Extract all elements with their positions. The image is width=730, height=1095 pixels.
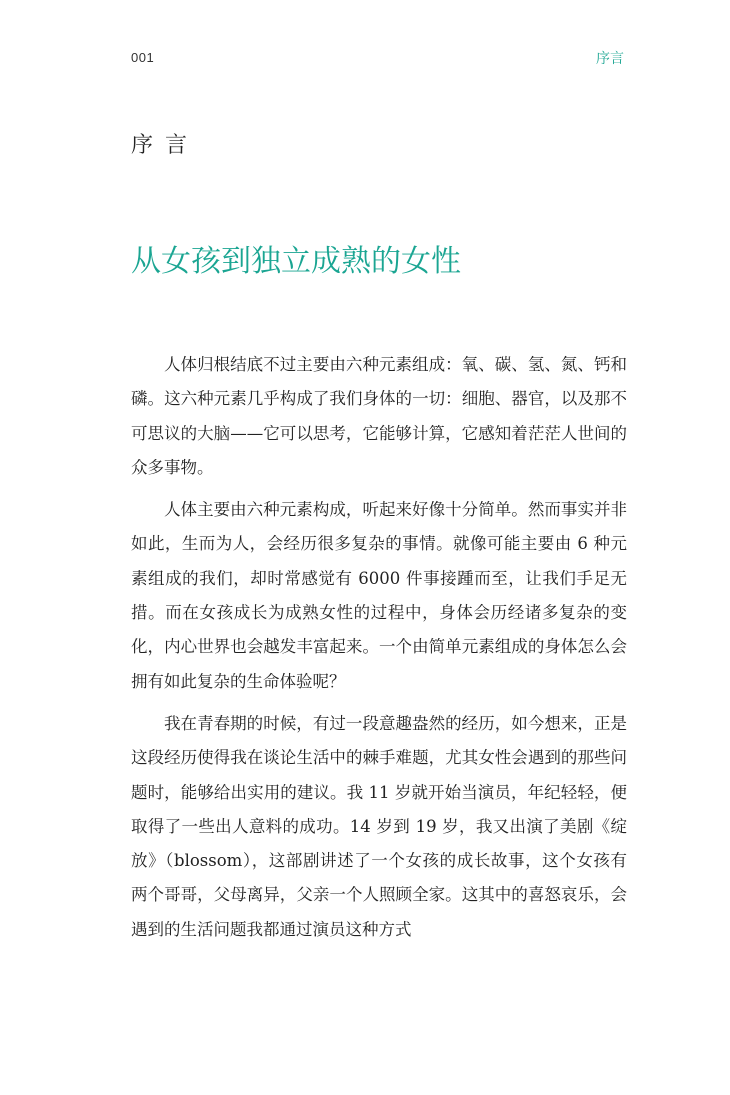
running-head: 序言 xyxy=(596,51,624,67)
body-text xyxy=(131,348,627,955)
paragraph: 人体主要由六种元素构成，听起来好像十分简单。然而事实并非如此，生而为人，会经历很多复杂的事情。就像可能主要由 6 种元素组成的我们，却时常感觉有 6000 件事接踵而至，让我们手足无措。而在女孩成长为成熟女性的过程中，身体会历经诸多复杂的变化，内心世界也会越发丰富起来。一个由简单元素组成的身体怎么会拥有如此复杂的生命体验呢？ xyxy=(131,500,627,691)
page-number: 001 xyxy=(131,50,155,65)
paragraph: 我在青春期的时候，有过一段意趣盎然的经历，如今想来，正是这段经历使得我在谈论生活中的棘手难题，尤其女性会遇到的那些问题时，能够给出实用的建议。我 11 岁就开始当演员，年纪轻轻，便取得了一些出人意料的成功。14 岁到 19 岁，我又出演了美剧《绽放》（blossom），这部剧讲述了一个女孩的成长故事，这个女孩有两个哥哥，父母离异，父亲一个人照顾全家。这其中的喜怒哀乐，会遇到的生活问题我都通过演员这种方式 xyxy=(131,713,627,939)
chapter-label: 序言 xyxy=(131,133,200,158)
chapter-title: 从女孩到独立成熟的女性 xyxy=(131,244,461,279)
paragraph: 人体归根结底不过主要由六种元素组成：氧、碳、氢、氮、钙和磷。这六种元素几乎构成了我们身体的一切：细胞、器官，以及那不可思议的大脑——它可以思考，它能够计算，它感知着茫茫人世间的众多事物。 xyxy=(131,355,627,477)
